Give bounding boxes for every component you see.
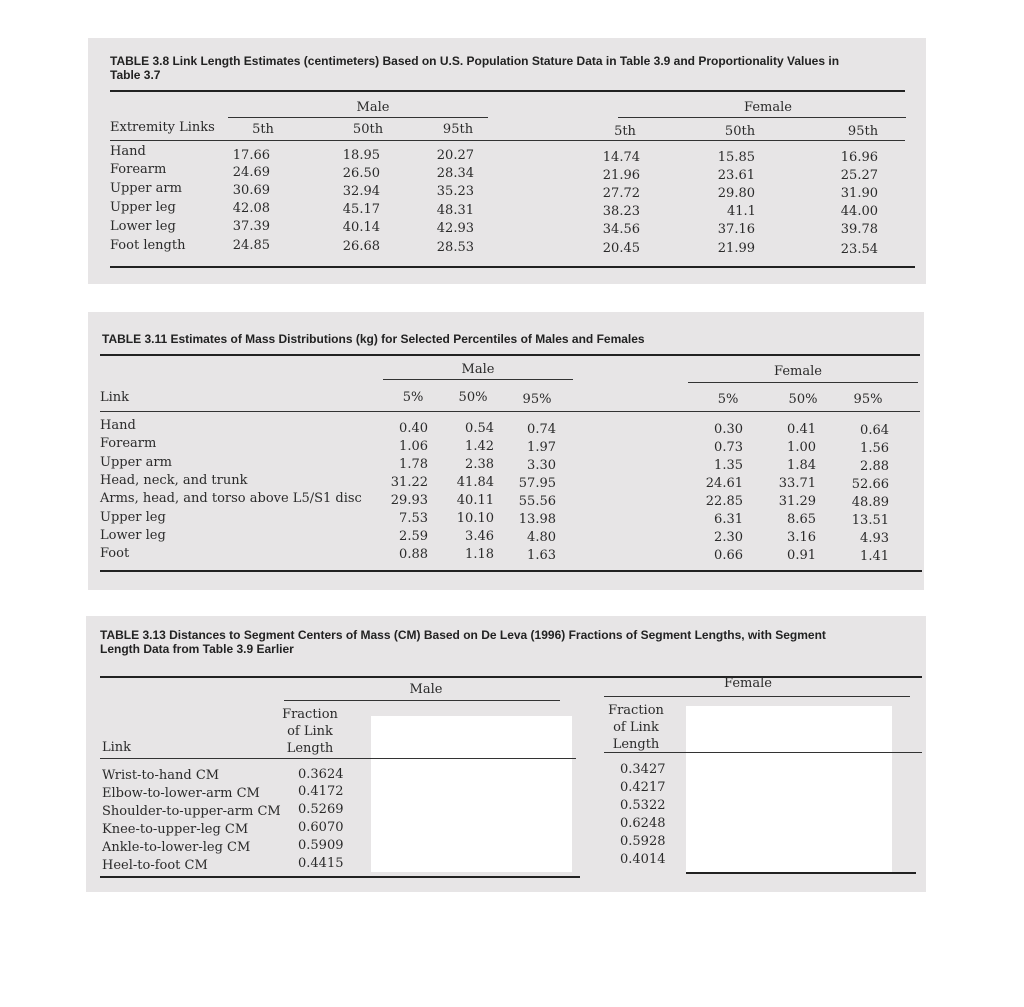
fraction-header-line: of Link xyxy=(287,724,333,739)
cell: 41.84 xyxy=(456,475,494,490)
cell: 3.16 xyxy=(787,530,816,545)
cell: 48.89 xyxy=(851,495,889,510)
cell: 0.88 xyxy=(399,547,428,562)
table-3-11-female-header: Female xyxy=(774,364,822,379)
table-3-11-male-rule xyxy=(383,379,573,380)
cell: 14.74 xyxy=(602,150,640,165)
cell: 26.50 xyxy=(342,166,380,181)
table-3-8-col-female-95th: 95th xyxy=(847,124,879,139)
cell-female: 0.4014 xyxy=(620,852,666,867)
table-3-8-caption-line2: Table 3.7 xyxy=(110,68,161,82)
cell: 34.56 xyxy=(602,222,640,237)
cell: 0.40 xyxy=(399,421,428,436)
table-3-13-top-rule xyxy=(100,676,922,678)
cell: 1.84 xyxy=(787,458,816,473)
table-3-11-col-female-50: 50% xyxy=(788,392,818,407)
row-label: Upper arm xyxy=(100,455,172,470)
cell: 27.72 xyxy=(602,186,640,201)
table-3-11-panel xyxy=(88,312,924,590)
row-label: Foot xyxy=(100,546,130,561)
cell: 40.11 xyxy=(456,493,494,508)
cell: 30.69 xyxy=(232,183,270,198)
row-label: Forearm xyxy=(110,162,167,177)
cell: 1.35 xyxy=(714,458,743,473)
cell: 39.78 xyxy=(840,222,878,237)
cell: 2.30 xyxy=(714,530,743,545)
cell: 2.88 xyxy=(860,459,889,474)
table-3-13-panel xyxy=(86,616,926,892)
fraction-header-line: Length xyxy=(612,737,660,752)
table-3-13-male-header: Male xyxy=(409,682,443,697)
cell: 13.51 xyxy=(851,513,889,528)
cell: 1.56 xyxy=(860,441,889,456)
cell: 6.31 xyxy=(714,512,743,527)
table-3-8-caption xyxy=(110,54,920,82)
cell: 1.18 xyxy=(465,547,494,562)
fraction-header-line: Fraction xyxy=(282,707,338,722)
table-3-8-col-male-50th: 50th xyxy=(352,122,384,137)
row-label: Wrist-to-hand CM xyxy=(102,768,220,783)
table-3-13-link-header: Link xyxy=(102,740,132,755)
cell: 2.59 xyxy=(399,529,428,544)
cell: 40.14 xyxy=(342,220,380,235)
row-label: Ankle-to-lower-leg CM xyxy=(102,840,251,855)
cell: 10.10 xyxy=(456,511,494,526)
cell: 41.1 xyxy=(727,204,756,219)
cell: 37.39 xyxy=(232,219,270,234)
cell: 24.85 xyxy=(232,238,270,253)
table-3-13-female-header: Female xyxy=(724,676,772,691)
table-3-13-female-blank-area xyxy=(686,706,892,872)
cell: 29.80 xyxy=(717,186,755,201)
row-label: Hand xyxy=(100,418,136,433)
table-3-13-male-header-rule xyxy=(100,758,576,759)
row-label: Heel-to-foot CM xyxy=(102,858,208,873)
table-3-11-male-header: Male xyxy=(461,362,495,377)
cell: 1.06 xyxy=(399,439,428,454)
row-label: Foot length xyxy=(110,238,186,253)
row-label: Hand xyxy=(110,144,146,159)
cell: 0.66 xyxy=(714,548,743,563)
cell: 42.08 xyxy=(232,201,270,216)
cell: 0.91 xyxy=(787,548,816,563)
row-label: Shoulder-to-upper-arm CM xyxy=(102,804,281,819)
cell: 21.96 xyxy=(602,168,640,183)
cell: 20.27 xyxy=(436,148,474,163)
fraction-header-line: Fraction xyxy=(608,703,664,718)
cell-male: 0.5909 xyxy=(298,838,344,853)
cell: 4.93 xyxy=(860,531,889,546)
table-3-13-caption-line2: Length Data from Table 3.9 Earlier xyxy=(100,642,294,656)
row-label: Lower leg xyxy=(100,528,166,543)
row-label: Lower leg xyxy=(110,219,176,234)
cell: 55.56 xyxy=(518,494,556,509)
cell: 1.97 xyxy=(527,440,556,455)
cell: 38.23 xyxy=(602,204,640,219)
cell: 52.66 xyxy=(851,477,889,492)
cell: 0.54 xyxy=(465,421,494,436)
table-3-8-col-female-5th: 5th xyxy=(614,124,636,139)
table-3-11-header-rule xyxy=(100,411,920,412)
table-3-8-bottom-rule xyxy=(110,266,915,268)
cell: 45.17 xyxy=(342,202,380,217)
cell: 15.85 xyxy=(717,150,755,165)
cell-female: 0.5928 xyxy=(620,834,666,849)
cell-male: 0.4172 xyxy=(298,784,344,799)
cell: 20.45 xyxy=(602,241,640,256)
table-3-8-header-rule xyxy=(110,140,905,141)
cell: 24.69 xyxy=(232,165,270,180)
cell: 1.41 xyxy=(860,549,889,564)
cell-male: 0.5269 xyxy=(298,802,344,817)
table-3-11-top-rule xyxy=(100,354,920,356)
cell: 16.96 xyxy=(840,150,878,165)
cell-female: 0.4217 xyxy=(620,780,666,795)
cell: 0.64 xyxy=(860,423,889,438)
table-3-8-panel xyxy=(88,38,926,284)
cell: 28.53 xyxy=(436,240,474,255)
cell: 1.78 xyxy=(399,457,428,472)
row-label: Forearm xyxy=(100,436,157,451)
table-3-13-caption xyxy=(100,628,910,656)
row-label: Upper leg xyxy=(110,200,176,215)
fraction-header-line: of Link xyxy=(613,720,659,735)
cell-female: 0.5322 xyxy=(620,798,666,813)
cell: 0.30 xyxy=(714,422,743,437)
cell: 7.53 xyxy=(399,511,428,526)
table-3-11-female-rule xyxy=(688,382,918,383)
row-label: Upper leg xyxy=(100,510,166,525)
table-3-13-male-fraction-header xyxy=(278,706,342,757)
cell: 31.90 xyxy=(840,186,878,201)
table-3-11-col-male-95: 95% xyxy=(522,392,552,407)
cell: 0.41 xyxy=(787,422,816,437)
fraction-header-line: Length xyxy=(286,741,334,756)
cell: 13.98 xyxy=(518,512,556,527)
table-3-8-top-rule xyxy=(110,90,905,92)
row-label: Head, neck, and trunk xyxy=(100,473,248,488)
table-3-8-female-rule xyxy=(618,117,906,118)
cell: 24.61 xyxy=(705,476,743,491)
cell: 26.68 xyxy=(342,239,380,254)
cell: 18.95 xyxy=(342,148,380,163)
table-3-13-male-rule xyxy=(284,700,560,701)
cell: 4.80 xyxy=(527,530,556,545)
table-3-8-col-male-5th: 5th xyxy=(252,122,274,137)
cell: 3.46 xyxy=(465,529,494,544)
table-3-8-link-header: Extremity Links xyxy=(110,120,215,135)
cell: 23.54 xyxy=(840,242,878,257)
cell: 8.65 xyxy=(787,512,816,527)
cell: 42.93 xyxy=(436,221,474,236)
cell: 21.99 xyxy=(717,241,755,256)
cell: 32.94 xyxy=(342,184,380,199)
table-3-13-male-blank-area xyxy=(371,716,572,872)
cell: 28.34 xyxy=(436,166,474,181)
table-3-11-col-male-50: 50% xyxy=(458,390,488,405)
cell: 2.38 xyxy=(465,457,494,472)
row-label: Knee-to-upper-leg CM xyxy=(102,822,249,837)
cell: 17.66 xyxy=(232,148,270,163)
table-3-11-col-male-5: 5% xyxy=(402,390,424,405)
table-3-11-bottom-rule xyxy=(100,570,922,572)
cell: 1.42 xyxy=(465,439,494,454)
cell-female: 0.6248 xyxy=(620,816,666,831)
table-3-13-female-rule xyxy=(604,696,910,697)
cell: 3.30 xyxy=(527,458,556,473)
cell: 31.22 xyxy=(390,475,428,490)
table-3-11-col-female-95: 95% xyxy=(853,392,883,407)
cell: 1.63 xyxy=(527,548,556,563)
table-3-13-female-header-rule xyxy=(604,752,922,753)
table-3-11-caption: TABLE 3.11 Estimates of Mass Distributions (kg) for Selected Percentiles of Males and Females xyxy=(102,332,645,346)
cell: 33.71 xyxy=(778,476,816,491)
cell: 0.73 xyxy=(714,440,743,455)
table-3-8-col-female-50th: 50th xyxy=(724,124,756,139)
cell-female: 0.3427 xyxy=(620,762,666,777)
cell-male: 0.4415 xyxy=(298,856,344,871)
table-3-13-caption-line1: TABLE 3.13 Distances to Segment Centers of Mass (CM) Based on De Leva (1996) Fractions of Segment Lengths, with Segment xyxy=(100,628,826,642)
cell-male: 0.6070 xyxy=(298,820,344,835)
table-3-11-link-header: Link xyxy=(100,390,130,405)
cell-male: 0.3624 xyxy=(298,767,344,782)
table-3-8-male-rule xyxy=(228,117,488,118)
row-label: Upper arm xyxy=(110,181,182,196)
table-3-8-male-header: Male xyxy=(356,100,390,115)
table-3-8-female-header: Female xyxy=(744,100,792,115)
cell: 44.00 xyxy=(840,204,878,219)
table-3-13-bottom-rule xyxy=(100,876,580,878)
cell: 57.95 xyxy=(518,476,556,491)
cell: 48.31 xyxy=(436,203,474,218)
row-label: Elbow-to-lower-arm CM xyxy=(102,786,260,801)
cell: 1.00 xyxy=(787,440,816,455)
table-3-8-col-male-95th: 95th xyxy=(442,122,474,137)
table-3-13-bottom-rule-right xyxy=(686,872,916,874)
cell: 35.23 xyxy=(436,184,474,199)
table-3-8-caption-line1: TABLE 3.8 Link Length Estimates (centimeters) Based on U.S. Population Stature Data in Table 3.9 and Proportionality Values in xyxy=(110,54,840,68)
cell: 22.85 xyxy=(705,494,743,509)
table-3-11-col-female-5: 5% xyxy=(717,392,739,407)
cell: 31.29 xyxy=(778,494,816,509)
cell: 0.74 xyxy=(527,422,556,437)
cell: 29.93 xyxy=(390,493,428,508)
table-3-13-female-fraction-header xyxy=(604,702,668,753)
cell: 23.61 xyxy=(717,168,755,183)
row-label: Arms, head, and torso above L5/S1 disc xyxy=(100,491,362,506)
cell: 25.27 xyxy=(840,168,878,183)
cell: 37.16 xyxy=(717,222,755,237)
